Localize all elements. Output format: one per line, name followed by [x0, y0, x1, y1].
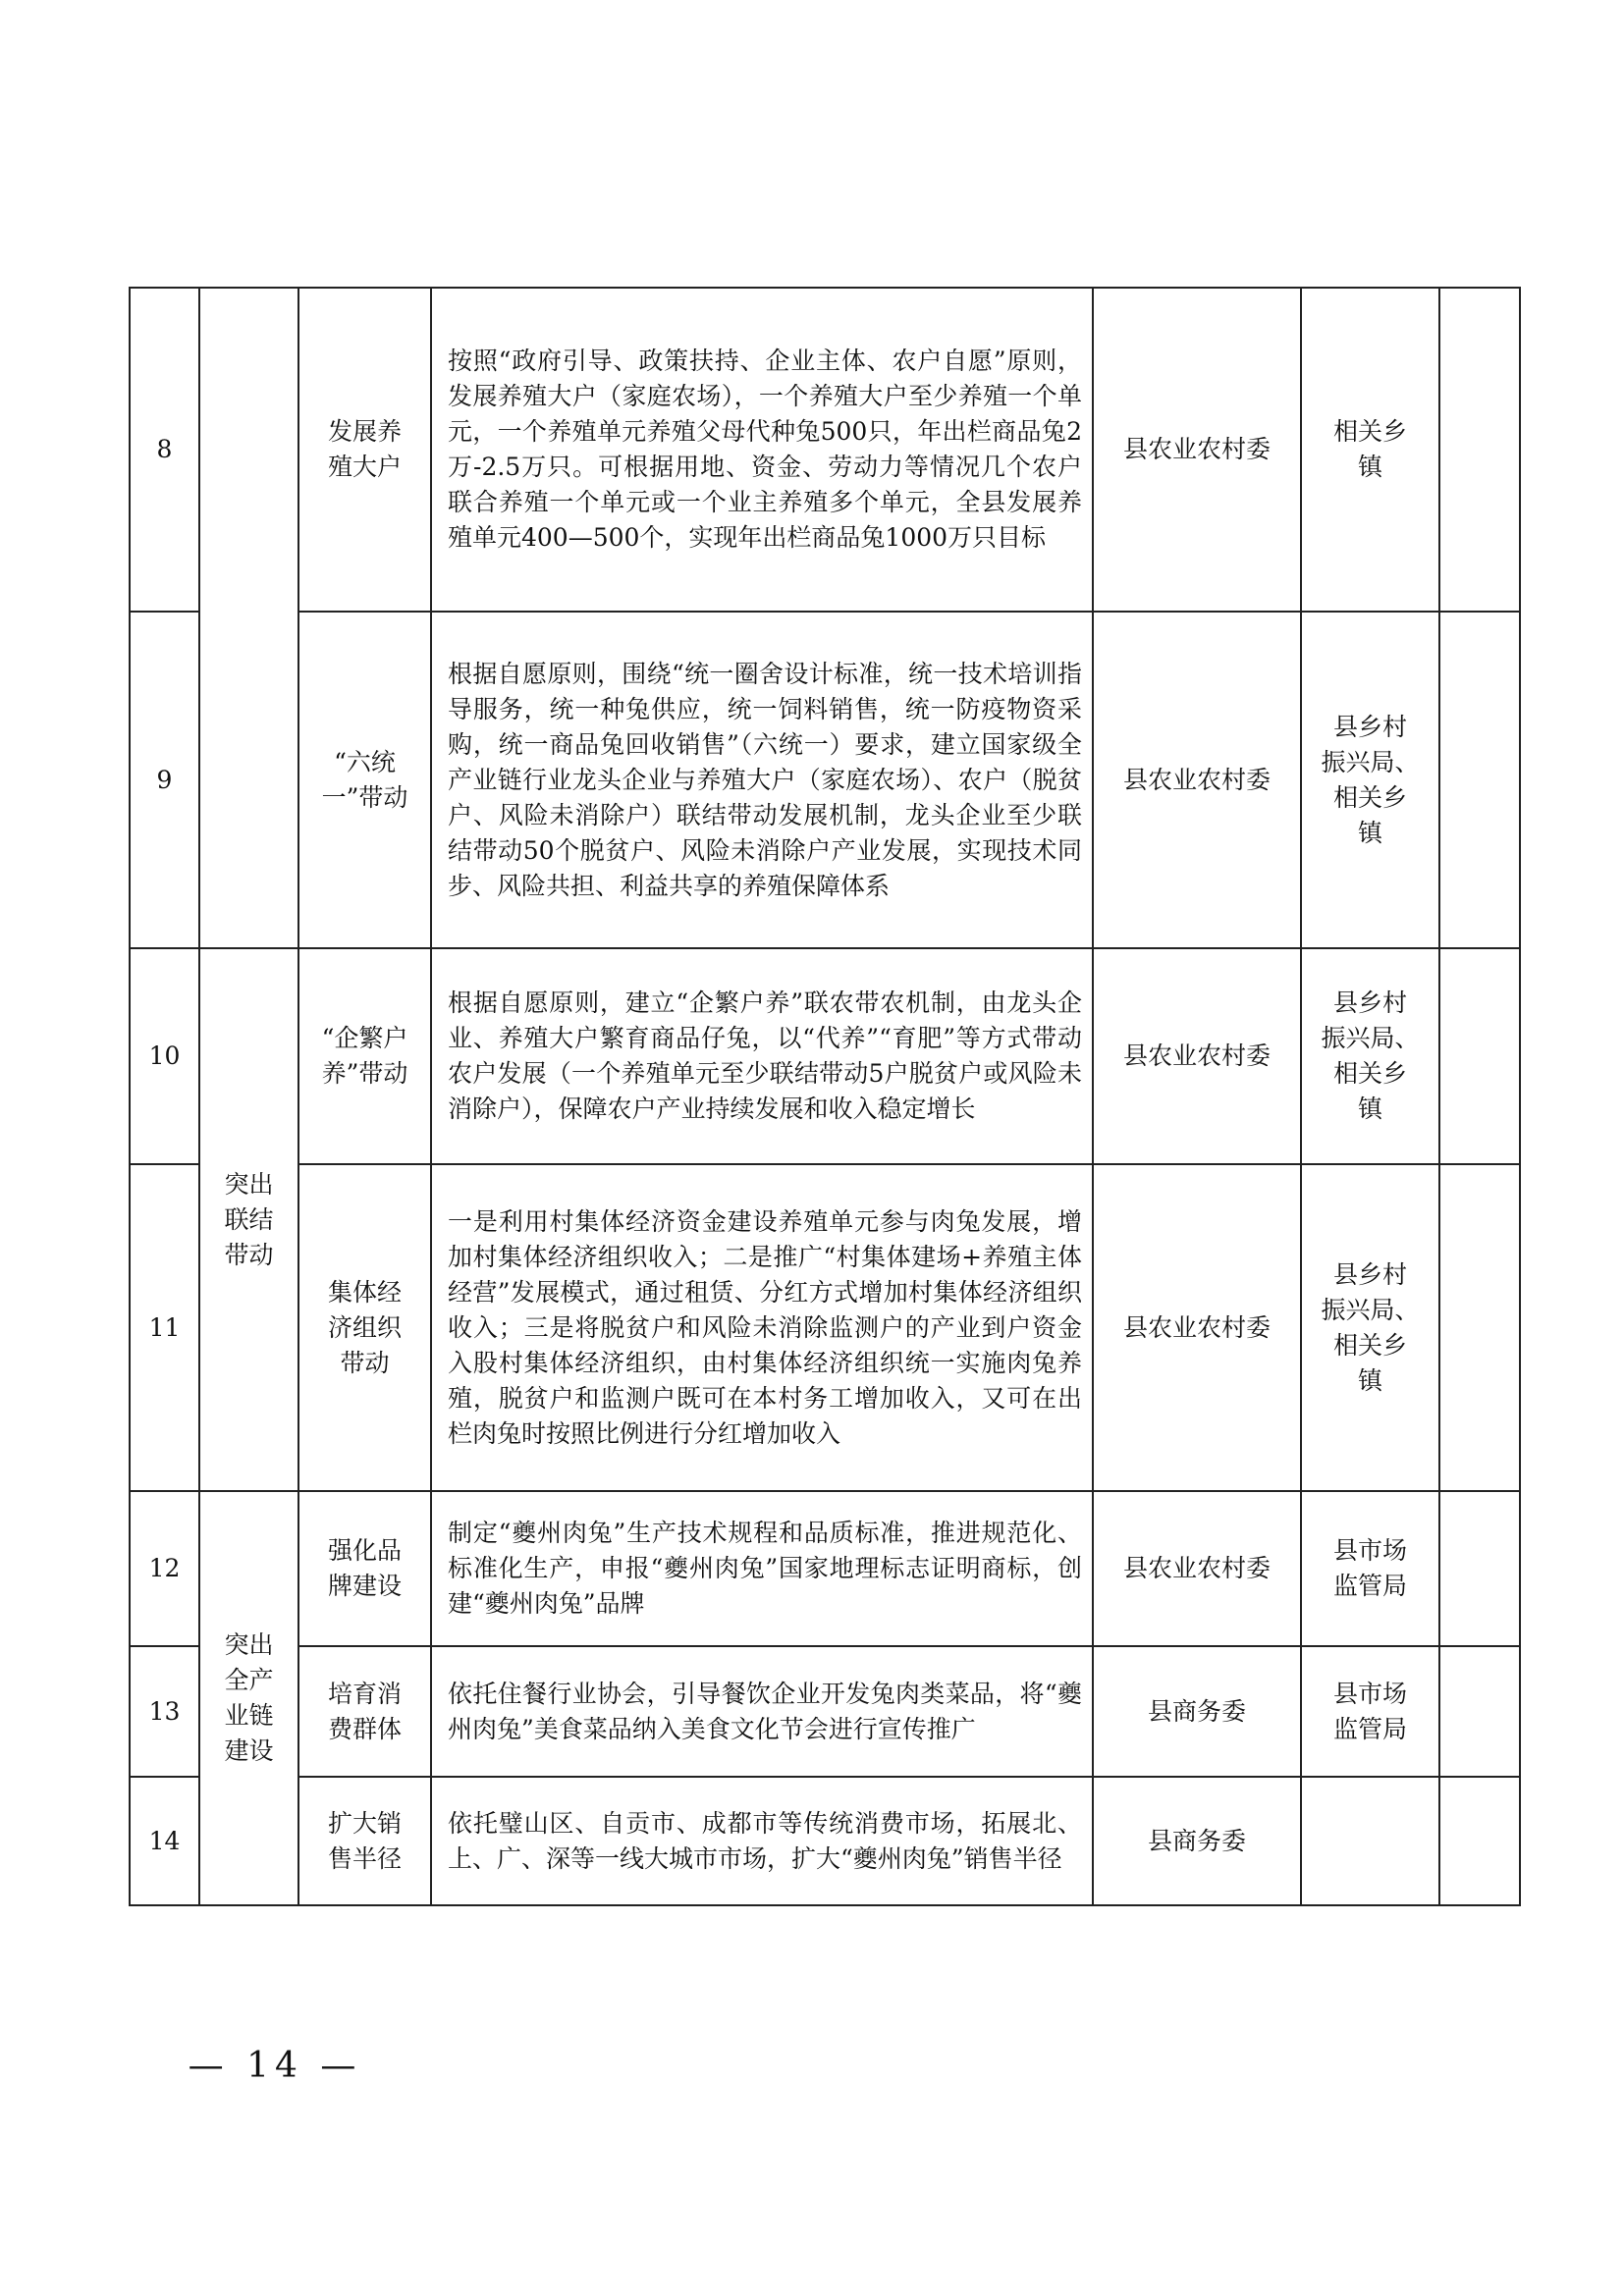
responsible-unit: 相关乡 镇	[1301, 288, 1439, 612]
lead-department: 县农业农村委	[1093, 612, 1301, 948]
row-number: 9	[130, 612, 199, 948]
lead-department: 县农业农村委	[1093, 948, 1301, 1164]
responsible-unit	[1301, 1777, 1439, 1905]
item-description: 依托璧山区、自贡市、成都市等传统消费市场，拓展北、上、广、深等一线大城市市场，扩大“夔州肉兔”销售半径	[431, 1777, 1093, 1905]
item-description: 制定“夔州肉兔”生产技术规程和品质标准，推进规范化、标准化生产，申报“夔州肉兔”国家地理标志证明商标，创建“夔州肉兔”品牌	[431, 1491, 1093, 1646]
table-row	[130, 1777, 1520, 1905]
item-name: “企繁户 养”带动	[298, 948, 431, 1164]
row-number: 8	[130, 288, 199, 612]
lead-department: 县农业农村委	[1093, 1491, 1301, 1646]
lead-department: 县商务委	[1093, 1777, 1301, 1905]
lead-department: 县农业农村委	[1093, 1164, 1301, 1491]
page-number: — 14 —	[188, 2046, 362, 2086]
responsible-unit: 县市场 监管局	[1301, 1646, 1439, 1777]
row-number: 12	[130, 1491, 199, 1646]
responsible-unit: 县乡村 振兴局、 相关乡 镇	[1301, 948, 1439, 1164]
item-description: 按照“政府引导、政策扶持、企业主体、农户自愿”原则，发展养殖大户（家庭农场），一个养殖大户至少养殖一个单元，一个养殖单元养殖父母代种兔500只，年出栏商品兔2万-2.5万只。可根据用地、资金、劳动力等情况几个农户联合养殖一个单元或一个业主养殖多个单元，全县发展养殖单元400—500个，实现年出栏商品兔1000万只目标	[431, 288, 1093, 612]
responsible-unit: 县乡村 振兴局、 相关乡 镇	[1301, 612, 1439, 948]
item-name: 集体经 济组织 带动	[298, 1164, 431, 1491]
category-cell	[199, 288, 298, 948]
item-description: 根据自愿原则，围绕“统一圈舍设计标准，统一技术培训指导服务，统一种兔供应，统一饲料销售，统一防疫物资采购，统一商品兔回收销售”（六统一）要求，建立国家级全产业链行业龙头企业与养殖大户（家庭农场）、农户（脱贫户、风险未消除户）联结带动发展机制，龙头企业至少联结带动50个脱贫户、风险未消除户产业发展，实现技术同步、风险共担、利益共享的养殖保障体系	[431, 612, 1093, 948]
responsible-unit: 县市场 监管局	[1301, 1491, 1439, 1646]
item-description: 根据自愿原则，建立“企繁户养”联农带农机制，由龙头企业、养殖大户繁育商品仔兔，以“代养”“育肥”等方式带动农户发展（一个养殖单元至少联结带动5户脱贫户或风险未消除户），保障农户产业持续发展和收入稳定增长	[431, 948, 1093, 1164]
row-number: 14	[130, 1777, 199, 1905]
remark-cell	[1439, 948, 1520, 1164]
lead-department: 县商务委	[1093, 1646, 1301, 1777]
item-name: “六统 一”带动	[298, 612, 431, 948]
lead-department: 县农业农村委	[1093, 288, 1301, 612]
row-number: 11	[130, 1164, 199, 1491]
table-row	[130, 1646, 1520, 1777]
table-row	[130, 612, 1520, 948]
item-name: 扩大销 售半径	[298, 1777, 431, 1905]
table-row	[130, 1164, 1520, 1491]
task-table	[129, 287, 1521, 1906]
remark-cell	[1439, 1777, 1520, 1905]
row-number: 13	[130, 1646, 199, 1777]
remark-cell	[1439, 1164, 1520, 1491]
category-cell: 突出 全产 业链 建设	[199, 1491, 298, 1905]
row-number: 10	[130, 948, 199, 1164]
responsible-unit: 县乡村 振兴局、 相关乡 镇	[1301, 1164, 1439, 1491]
table-row	[130, 1491, 1520, 1646]
remark-cell	[1439, 1646, 1520, 1777]
item-name: 培育消 费群体	[298, 1646, 431, 1777]
item-name: 强化品 牌建设	[298, 1491, 431, 1646]
category-cell: 突出 联结 带动	[199, 948, 298, 1491]
item-name: 发展养 殖大户	[298, 288, 431, 612]
item-description: 一是利用村集体经济资金建设养殖单元参与肉兔发展，增加村集体经济组织收入；二是推广“村集体建场+养殖主体经营”发展模式，通过租赁、分红方式增加村集体经济组织收入；三是将脱贫户和风险未消除监测户的产业到户资金入股村集体经济组织，由村集体经济组织统一实施肉兔养殖，脱贫户和监测户既可在本村务工增加收入，又可在出栏肉兔时按照比例进行分红增加收入	[431, 1164, 1093, 1491]
table-row	[130, 948, 1520, 1164]
remark-cell	[1439, 612, 1520, 948]
remark-cell	[1439, 288, 1520, 612]
remark-cell	[1439, 1491, 1520, 1646]
item-description: 依托住餐行业协会，引导餐饮企业开发兔肉类菜品，将“夔州肉兔”美食菜品纳入美食文化节会进行宣传推广	[431, 1646, 1093, 1777]
table-row	[130, 288, 1520, 612]
